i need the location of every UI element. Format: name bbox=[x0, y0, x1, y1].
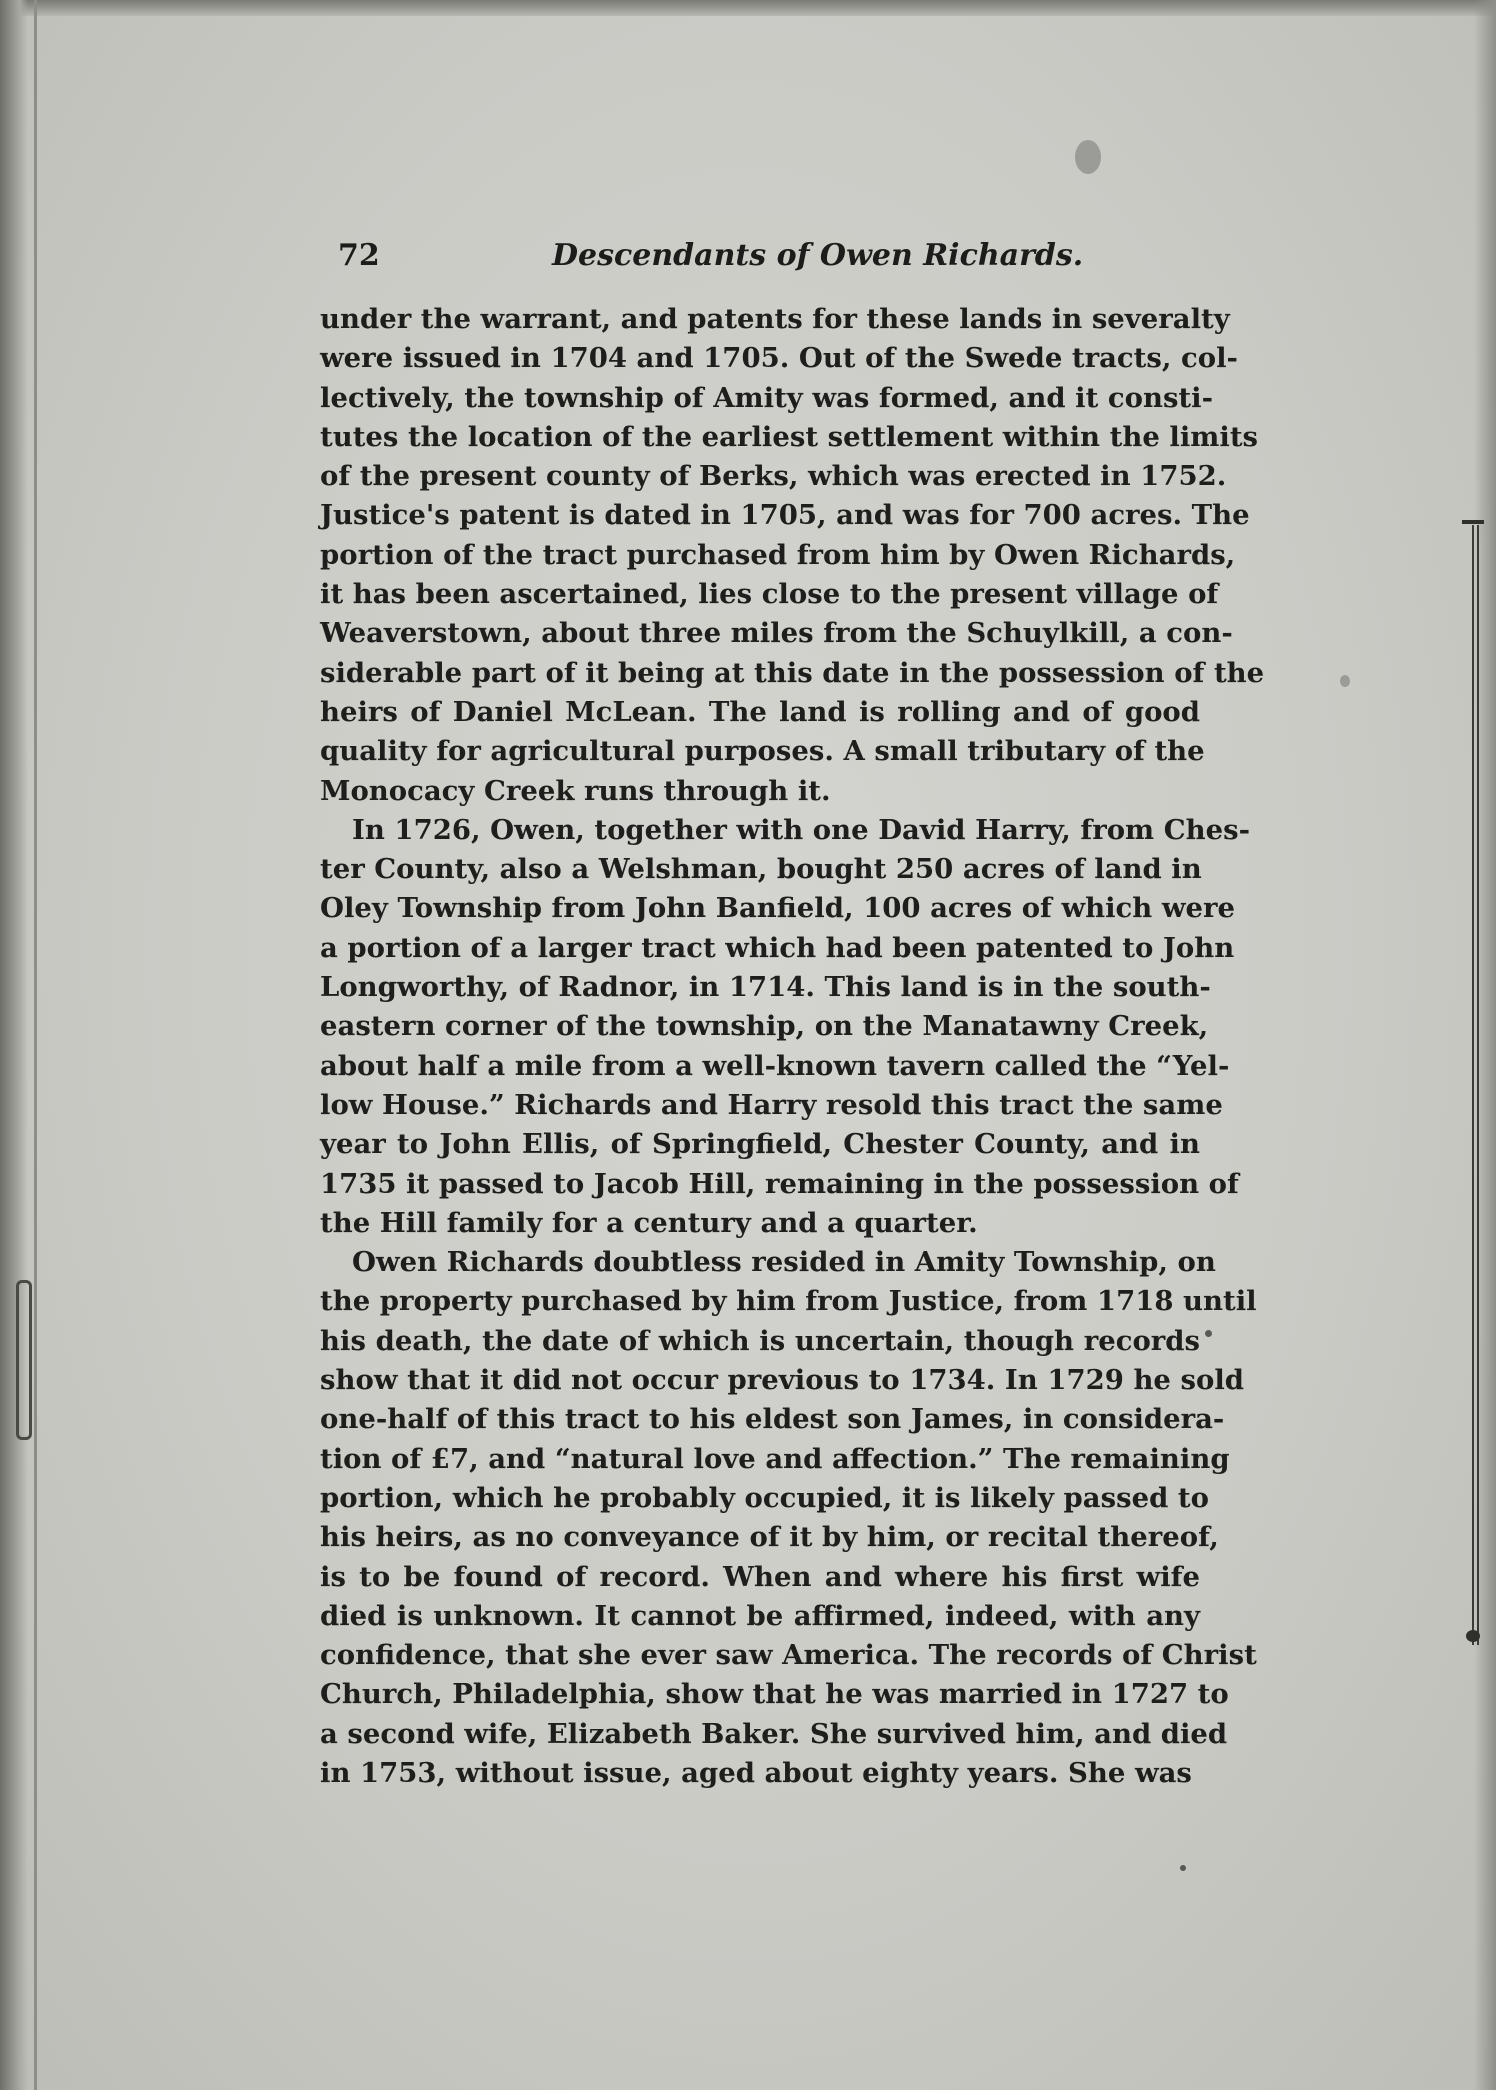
text-line: Monocacy Creek runs through it. bbox=[320, 774, 831, 807]
text-line: one-half of this tract to his eldest son James, in considera- bbox=[320, 1403, 1225, 1436]
text-line: tion of £7, and “natural love and affection.” The remaining bbox=[320, 1442, 1230, 1475]
binding-clip bbox=[16, 1280, 32, 1440]
text-line: a second wife, Elizabeth Baker. She survived him, and died bbox=[320, 1717, 1228, 1750]
text-line: low House.” Richards and Harry resold this tract the same bbox=[320, 1088, 1223, 1121]
text-line: eastern corner of the township, on the Manatawny Creek, bbox=[320, 1010, 1209, 1043]
binding-mark-top bbox=[1462, 520, 1484, 524]
paragraph bbox=[320, 300, 1265, 811]
page-left-edge bbox=[0, 0, 28, 2090]
text-line: lectively, the township of Amity was formed, and it consti- bbox=[320, 381, 1213, 414]
text-line: his heirs, as no conveyance of it by him, or recital thereof, bbox=[320, 1521, 1219, 1554]
text-line: it has been ascertained, lies close to the present village of bbox=[320, 578, 1219, 611]
text-line: Owen Richards doubtless resided in Amity Township, on bbox=[352, 1246, 1216, 1279]
text-line: 1735 it passed to Jacob Hill, remaining in the possession of bbox=[320, 1167, 1239, 1200]
text-line: of the present county of Berks, which was erected in 1752. bbox=[320, 460, 1227, 493]
text-line: portion of the tract purchased from him by Owen Richards, bbox=[320, 538, 1236, 571]
text-line: died is unknown. It cannot be affirmed, indeed, with any bbox=[320, 1599, 1200, 1632]
text-line: the property purchased by him from Justice, from 1718 until bbox=[320, 1285, 1257, 1318]
text-line: quality for agricultural purposes. A small tributary of the bbox=[320, 735, 1205, 768]
text-line: Weaverstown, about three miles from the Schuylkill, a con- bbox=[320, 617, 1233, 650]
text-line: heirs of Daniel McLean. The land is rolling and of good bbox=[320, 695, 1200, 728]
text-line: confidence, that she ever saw America. The records of Christ bbox=[320, 1639, 1257, 1672]
ink-smudge bbox=[1180, 1865, 1186, 1871]
ink-smudge bbox=[1205, 1330, 1212, 1337]
text-line: Church, Philadelphia, show that he was married in 1727 to bbox=[320, 1678, 1229, 1711]
page-number: 72 bbox=[338, 238, 380, 273]
text-line: year to John Ellis, of Springfield, Chester County, and in bbox=[320, 1128, 1200, 1161]
ink-smudge bbox=[1340, 675, 1350, 687]
running-title: Descendants of Owen Richards. bbox=[552, 238, 1084, 273]
text-line: tutes the location of the earliest settlement within the limits bbox=[320, 420, 1259, 453]
body-text bbox=[320, 300, 1265, 1793]
text-line: under the warrant, and patents for these lands in severalty bbox=[320, 303, 1230, 335]
ink-smudge bbox=[1075, 140, 1101, 174]
text-line: his death, the date of which is uncertain, though records bbox=[320, 1324, 1200, 1357]
text-line: in 1753, without issue, aged about eighty years. She was bbox=[320, 1756, 1192, 1789]
paragraph bbox=[320, 811, 1250, 1243]
page-top-edge bbox=[0, 0, 1496, 16]
text-line: is to be found of record. When and where his first wife bbox=[320, 1560, 1200, 1593]
text-line: Longworthy, of Radnor, in 1714. This land is in the south- bbox=[320, 971, 1211, 1004]
text-line: show that it did not occur previous to 1734. In 1729 he sold bbox=[320, 1364, 1245, 1397]
text-line: portion, which he probably occupied, it is likely passed to bbox=[320, 1481, 1209, 1514]
page-left-edge-line bbox=[34, 0, 37, 2090]
running-head bbox=[338, 238, 1200, 284]
paragraph bbox=[320, 1243, 1257, 1793]
binding-mark bbox=[1472, 525, 1479, 1645]
text-line: a portion of a larger tract which had been patented to John bbox=[320, 931, 1235, 964]
text-line: In 1726, Owen, together with one David Harry, from Ches- bbox=[352, 813, 1250, 846]
text-line: the Hill family for a century and a quarter. bbox=[320, 1206, 978, 1239]
text-line: siderable part of it being at this date in the possession of the bbox=[320, 656, 1265, 689]
text-line: were issued in 1704 and 1705. Out of the Swede tracts, col- bbox=[320, 342, 1238, 375]
text-line: about half a mile from a well-known tavern called the “Yel- bbox=[320, 1049, 1230, 1082]
text-line: Oley Township from John Banfield, 100 acres of which were bbox=[320, 892, 1236, 925]
text-line: ter County, also a Welshman, bought 250 acres of land in bbox=[320, 853, 1202, 886]
binding-mark-bottom bbox=[1466, 1630, 1480, 1642]
text-line: Justice's patent is dated in 1705, and was for 700 acres. The bbox=[320, 499, 1250, 532]
